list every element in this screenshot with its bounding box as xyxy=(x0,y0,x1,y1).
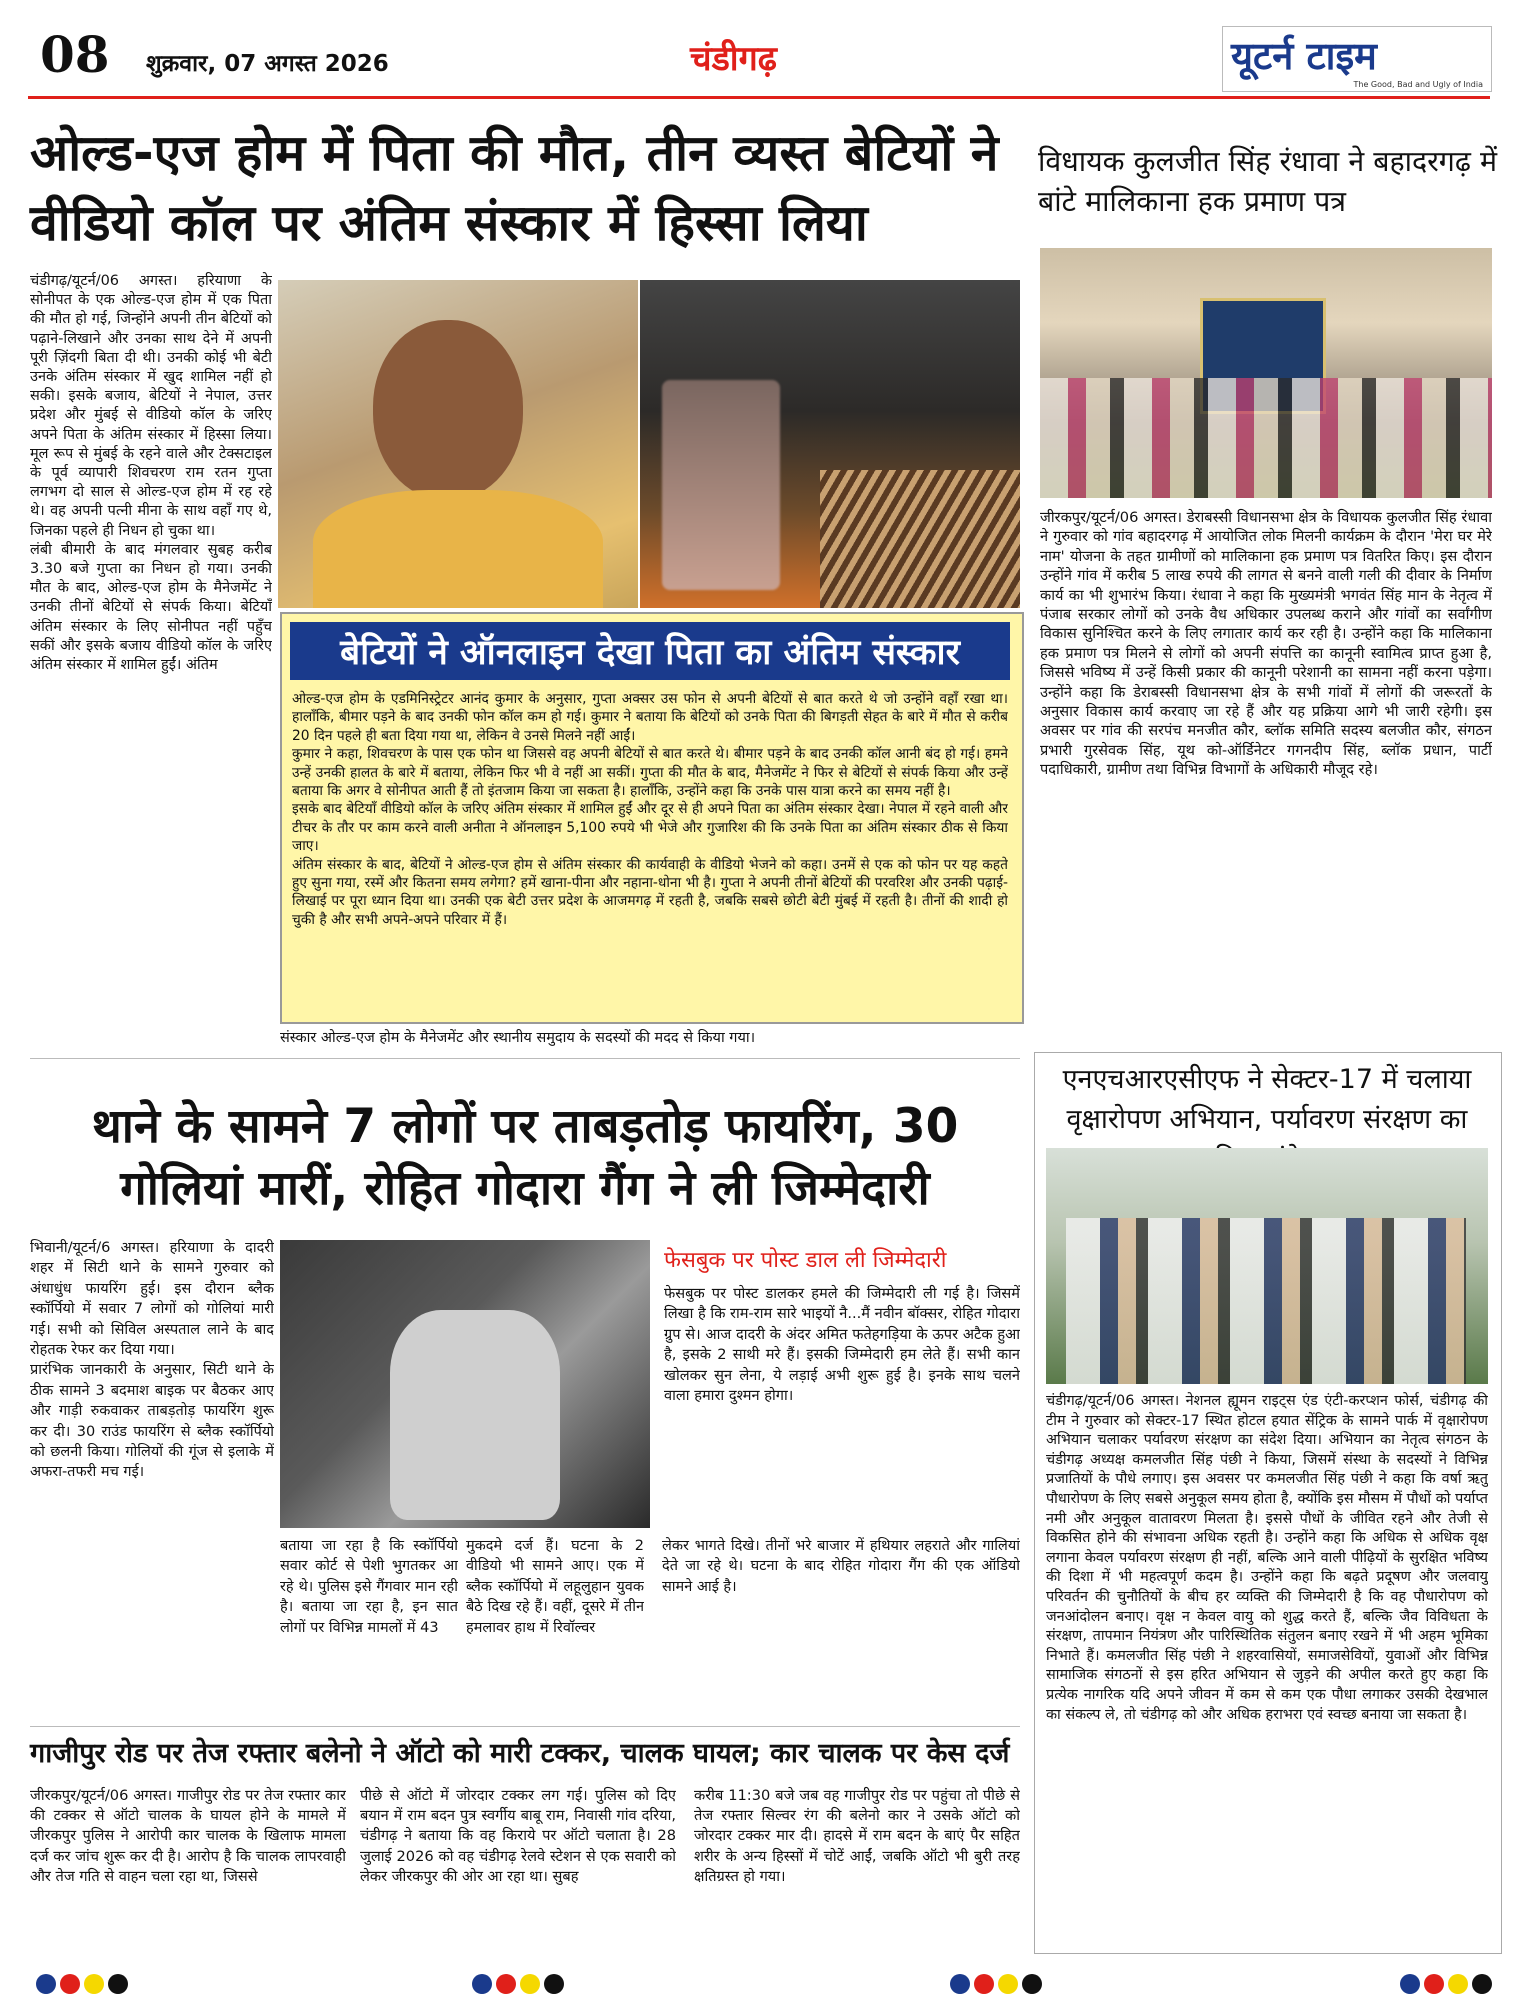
phone-screen-blur xyxy=(662,380,780,590)
story3-col3: मुकदमे दर्ज हैं। घटना के 2 वीडियो भी सामने आए। एक में ब्लैक स्कॉर्पियो में लहूलुहान युवक बैठे दिख रहे हैं। वहीं, दूसरे में तीन हमलावर हाथ में रिवॉल्वर xyxy=(466,1538,644,1636)
footer-dot xyxy=(1400,1974,1420,1994)
story1-subhead: बेटियों ने ऑनलाइन देखा पिता का अंतिम संस्कार xyxy=(340,633,960,673)
story3-divider xyxy=(30,1058,1020,1059)
footer-dot xyxy=(472,1974,492,1994)
story5-headline: गाजीपुर रोड पर तेज रफ्तार बलेनो ने ऑटो को मारी टक्कर, चालक घायल; कार चालक पर केस दर्ज xyxy=(30,1738,1010,1769)
footer-dot xyxy=(1472,1974,1492,1994)
footer-dot xyxy=(520,1974,540,1994)
story5-col1: जीरकपुर/यूटर्न/06 अगस्त। गाजीपुर रोड पर तेज रफ्तार कार की टक्कर से ऑटो चालक के घायल होने के मामले में जीरकपुर पुलिस ने आरोपी कार चालक के खिलाफ मामला दर्ज कर जांच शुरू कर दी है। आरोप है कि चालक लापरवाही और तेज गति से वाहन चला रहा था, जिससे xyxy=(30,1787,346,1885)
story1-photo-father xyxy=(278,280,638,608)
story5-divider xyxy=(30,1726,1020,1727)
footer-dots-right xyxy=(950,1974,1042,1994)
face-shape xyxy=(373,320,523,500)
footer-dot xyxy=(544,1974,564,1994)
footer-dot xyxy=(108,1974,128,1994)
issue-date: शुक्रवार, 07 अगस्त 2026 xyxy=(146,51,389,77)
story3-photo xyxy=(280,1240,650,1528)
footer-dots-far-right xyxy=(1400,1974,1492,1994)
footer-dot xyxy=(1424,1974,1444,1994)
story3-subhead: फेसबुक पर पोस्ट डाल ली जिम्मेदारी xyxy=(664,1248,947,1273)
story3-col2: बताया जा रहा है कि स्कॉर्पियो सवार कोर्ट से पेशी भुगतकर आ रहे थे। पुलिस इसे गैंगवार मान रही है। बताया जा रहा है, इन सात लोगों पर विभिन्न मामलों में 43 xyxy=(280,1538,458,1636)
story1-body: चंडीगढ़/यूटर्न/06 अगस्त। हरियाणा के सोनीपत के एक ओल्ड-एज होम में एक पिता की मौत हो गई, जिन्होंने अपनी तीन बेटियों को पढ़ाने-लिखाने और उनका साथ देने में अपनी पूरी ज़िंदगी बिता दी थी। उनकी कोई भी बेटी उनके अंतिम संस्कार में खुद शामिल नहीं हो सकी। इसके बजाय, बेटियों ने नेपाल, उत्तर प्रदेश और मुंबई से वीडियो कॉल के जरिए अपने पिता के अंतिम संस्कार में हिस्सा लिया। मूल रूप से मुंबई के रहने वाले और टेक्सटाइल के पूर्व व्यापारी शिवचरण राम रतन गुप्ता लगभग दो साल से ओल्ड-एज होम में रह रहे थे। वह अपनी पत्नी मीना के साथ वहाँ गए थे, जिनका पहले ही निधन हो चुका था। लंबी बीमारी के बाद मंगलवार सुबह करीब 3.30 बजे गुप्ता का निधन हो गया। उनकी मौत के बाद, ओल्ड-एज होम के मैनेजमेंट ने उनकी तीनों बेटियों से संपर्क किया। बेटियाँ अंतिम संस्कार के लिए सोनीपत नहीं पहुँच सकीं और इसके बजाय वीडियो कॉल के जरिए अंतिम संस्कार में शामिल हुईं। अंतिम xyxy=(30,273,272,674)
crowd-shape xyxy=(1040,378,1492,498)
story3-col1: भिवानी/यूटर्न/6 अगस्त। हरियाणा के दादरी शहर में सिटी थाने के सामने गुरुवार को अंधाधुंध फायरिंग हुई। इस दौरान ब्लैक स्कॉर्पियो में सवार 7 लोगों को गोलियां मारी गई। सभी को सिविल अस्पताल लाने के बाद रोहतक रेफर कर दिया गया। प्रारंभिक जानकारी के अनुसार, सिटी थाने के ठीक सामने 3 बदमाश बाइक पर बैठकर आए और गाड़ी रुकवाकर ताबड़तोड़ फायरिंग शुरू कर दी। 30 राउंड फायरिंग से ब्लैक स्कॉर्पियो को छलनी किया। गोलियों की गूंज से इलाके में अफरा-तफरी मच गई। xyxy=(30,1240,274,1481)
footer-dots-left xyxy=(36,1974,128,1994)
story3-headline: थाने के सामने 7 लोगों पर ताबड़तोड़ फायरिंग, 30 गोलियां मारीं, रोहित गोदारा गैंग ने ली जिम्मेदारी xyxy=(91,1099,959,1216)
group-shape xyxy=(1066,1218,1466,1384)
footer-dot xyxy=(84,1974,104,1994)
page-number: 08 xyxy=(40,25,110,84)
footer-dot xyxy=(998,1974,1018,1994)
story5-col3: करीब 11:30 बजे जब वह गाजीपुर रोड पर पहुंचा तो पीछे से तेज रफ्तार सिल्वर रंग की बलेनो कार ने उसके ऑटो को जोरदार टक्कर मार दी। हादसे में राम बदन के बाएं पैर सहित शरीर के अन्य हिस्सों में चोटें आईं, जबकि ऑटो भी बुरी तरह क्षतिग्रस्त हो गया। xyxy=(694,1787,1020,1885)
story2-headline: विधायक कुलजीत सिंह रंधावा ने बहादरगढ़ में बांटे मालिकाना हक प्रमाण पत्र xyxy=(1038,145,1498,218)
story1-photo-cremation xyxy=(640,280,1020,608)
footer-dot xyxy=(60,1974,80,1994)
story5-col2: पीछे से ऑटो में जोरदार टक्कर लग गई। पुलिस को दिए बयान में राम बदन पुत्र स्वर्गीय बाबू राम, निवासी गांव दरिया, चंडीगढ़ ने बताया कि वह किराये पर ऑटो चलाता है। 28 जुलाई 2026 को वह चंडीगढ़ रेलवे स्टेशन से एक सवारी को लेकर जीरकपुर की ओर आ रहा था। सुबह xyxy=(360,1787,676,1885)
story1-tail: संस्कार ओल्ड-एज होम के मैनेजमेंट और स्थानीय समुदाय के सदस्यों की मदद से किया गया। xyxy=(280,1030,756,1046)
pyre-shape xyxy=(820,470,1020,608)
story4-body: चंडीगढ़/यूटर्न/06 अगस्त। नेशनल ह्यूमन राइट्स एंड एंटी-करप्शन फोर्स, चंडीगढ़ की टीम ने गुरुवार को सेक्टर-17 स्थित होटल हयात सेंट्रिक के सामने पार्क में वृक्षारोपण अभियान चलाकर पर्यावरण संरक्षण का संदेश दिया। अभियान का नेतृत्व संगठन के चंडीगढ़ अध्यक्ष कमलजीत सिंह पंछी ने किया, जिसमें संस्था के सदस्यों ने विभिन्न प्रजातियों के पौधे लगाए। इस अवसर पर कमलजीत सिंह पंछी ने कहा कि वर्षा ऋतु पौधारोपण के लिए सबसे अनुकूल समय होता है, क्योंकि इस मौसम में पौधों को पर्याप्त नमी और अनुकूल वातावरण मिलता है। इससे पौधों के जीवित रहने और तेजी से विकसित होने की संभावना अधिक रहती है। उन्होंने कहा कि अधिक से अधिक वृक्ष लगाना केवल पर्यावरण संरक्षण ही नहीं, बल्कि आने वाली पीढ़ियों के सुरक्षित भविष्य की दिशा में भी महत्वपूर्ण कदम है। उन्होंने कहा कि बढ़ते प्रदूषण और जलवायु परिवर्तन की चुनौतियों के बीच हर व्यक्ति की जिम्मेदारी है कि वह पौधारोपण को जनआंदोलन बनाए। वृक्ष न केवल वायु को शुद्ध करते हैं, बल्कि जैव विविधता के संरक्षण, तापमान नियंत्रण और पारिस्थितिक संतुलन बनाए रखने में भी अहम भूमिका निभाते हैं। कमलजीत सिंह पंछी ने शहरवासियों, समाजसेवियों, युवाओं और विभिन्न सामाजिक संगठनों से इस हरित अभियान से जुड़ने की अपील करते हुए कहा कि प्रत्येक नागरिक यदि अपने जीवन में कम से कम एक पौधा लगाकर उसकी देखभाल का संकल्प ले, तो चंडीगढ़ को और अधिक हराभरा एवं स्वच्छ बनाया जा सकता है। xyxy=(1046,1393,1488,1723)
story2-body: जीरकपुर/यूटर्न/06 अगस्त। डेराबस्सी विधानसभा क्षेत्र के विधायक कुलजीत सिंह रंधावा ने गुरुवार को गांव बहादरगढ़ में आयोजित लोक मिलनी कार्यक्रम के दौरान 'मेरा घर मेरे नाम' योजना के तहत ग्रामीणों को मालिकाना हक प्रमाण पत्र वितरित किए। इस दौरान उन्होंने गांव में करीब 5 लाख रुपये की लागत से बनने वाली गली की दीवार के निर्माण कार्य का भी शुभारंभ किया। रंधावा ने कहा कि मुख्यमंत्री भगवंत सिंह मान के नेतृत्व में पंजाब सरकार लोगों को उनके वैध अधिकार उपलब्ध कराने और गांवों का सर्वांगीण विकास सुनिश्चित करने के लिए लगातार कार्य कर रही है। उन्होंने कहा कि मालिकाना हक प्रमाण पत्र मिलने से लोगों को अपनी संपत्ति का कानूनी स्वामित्व प्राप्त हुआ है, जिससे भविष्य में उन्हें किसी प्रकार की कानूनी परेशानी का सामना नहीं करना पड़ेगा। उन्होंने कहा कि डेराबस्सी विधानसभा क्षेत्र के सभी गांवों में लोगों की जरूरतों के अनुसार विकास कार्य करवाए जा रहे हैं और यह प्रक्रिया आगे भी जारी रहेगी। इस अवसर पर गांव की सरपंच मनजीत कौर, ब्लॉक समिति सदस्य बलजीत कौर, संगठन प्रभारी गुरसेवक सिंह, यूथ को-ऑर्डिनेटर गगनदीप सिंह, ब्लॉक प्रधान, पार्टी पदाधिकारी, ग्रामीण तथा विभिन्न विभागों के अधिकारी मौजूद रहे। xyxy=(1040,509,1492,779)
masthead-rule xyxy=(28,96,1490,99)
footer-dot xyxy=(496,1974,516,1994)
story1-box-text: ओल्ड-एज होम के एडमिनिस्ट्रेटर आनंद कुमार के अनुसार, गुप्ता अक्सर उस फोन से अपनी बेटियों से बात करते थे जो उन्होंने वहाँ रखा था। हालाँकि, बीमार पड़ने के बाद उनकी फोन कॉल कम हो गई। कुमार ने बताया कि बेटियों को उनके पिता की बिगड़ती सेहत के बारे में मौत से करीब 20 दिन पहले ही बता दिया गया था, लेकिन वे उनसे मिलने नहीं आईं। कुमार ने कहा, शिवचरण के पास एक फोन था जिससे वह अपनी बेटियों से बात करते थे। बीमार पड़ने के बाद उनकी कॉल आनी बंद हो गई। हमने उन्हें उनकी हालत के बारे में बताया, लेकिन फिर भी वे नहीं आ सकीं। गुप्ता की मौत के बाद, मैनेजमेंट ने फिर से बेटियों से संपर्क किया और उन्हें बताया कि अगर वे सोनीपत आती हैं तो इंतजाम किया जा सकता है। हालाँकि, उन्होंने कहा कि उनके पास यात्रा करने का समय नहीं है। इसके बाद बेटियाँ वीडियो कॉल के जरिए अंतिम संस्कार में शामिल हुईं और दूर से ही अपने पिता का अंतिम संस्कार देखा। नेपाल में रहने वाली और टीचर के तौर पर काम करने वाली अनीता ने ऑनलाइन 5,100 रुपये भी भेजे और गुजारिश की कि उनके पिता का अंतिम संस्कार ठीक से किया जाए। अंतिम संस्कार के बाद, बेटियों ने ओल्ड-एज होम से अंतिम संस्कार की कार्यवाही के वीडियो भेजने को कहा। उनमें से एक को फोन पर यह कहते हुए सुना गया, रस्में और कितना समय लगेगा? हमें खाना-पीना और नहाना-धोना भी है। गुप्ता ने अपनी तीनों बेटियों की परवरिश और उनकी पढ़ाई-लिखाई पर पूरा ध्यान दिया था। उनकी एक बेटी उत्तर प्रदेश के आजमगढ़ में रहती है, जबकि सबसे छोटी बेटी मुंबई में रहती है। तीनों की शादी हो चुकी है और सभी अपने-अपने परिवार में हैं। xyxy=(292,691,1008,928)
story3-post: फेसबुक पर पोस्ट डालकर हमले की जिम्मेदारी ली गई है। जिसमें लिखा है कि राम-राम सारे भाइयों नै...मैं नवीन बॉक्सर, रोहित गोदारा ग्रुप से। आज दादरी के अंदर अमित फतेहगड़िया के ऊपर अटैक हुआ है, इसके 2 साथी मरे हैं। इसकी जिम्मेदारी हम लेते हैं। सभी कान खोलकर सुन लेना, ये लड़ाई अभी शुरू हुई है। इनके साथ चलने वाला हमारा दुश्मन होगा। xyxy=(664,1285,1020,1405)
footer-dot xyxy=(1448,1974,1468,1994)
footer-dot xyxy=(1022,1974,1042,1994)
story1-subhead-bar xyxy=(290,622,1010,680)
logo-tagline: The Good, Bad and Ugly of India xyxy=(1353,80,1483,89)
footer-dot xyxy=(36,1974,56,1994)
story3-col4: लेकर भागते दिखे। तीनों भरे बाजार में हथियार लहराते और गालियां देते जा रहे थे। घटना के बाद रोहित गोदारा गैंग की एक ऑडियो सामने आई है। xyxy=(662,1538,1020,1595)
story2-photo xyxy=(1040,248,1492,498)
newspaper-logo xyxy=(1222,26,1492,92)
shirt-shape xyxy=(313,490,603,608)
story4-headline: एनएचआरएसीएफ ने सेक्टर-17 में चलाया वृक्षारोपण अभियान, पर्यावरण संरक्षण का xyxy=(1062,1064,1472,1135)
footer-dots-center xyxy=(472,1974,564,1994)
city-label: चंडीगढ़ xyxy=(690,39,777,79)
victim-shape xyxy=(390,1310,560,1520)
logo-text: यूटर्न टाइम xyxy=(1231,34,1377,78)
story4-photo xyxy=(1046,1148,1488,1384)
story1-headline: ओल्ड-एज होम में पिता की मौत, तीन व्यस्त बेटियों ने वीडियो कॉल पर अंतिम संस्कार में हिस्सा लिया xyxy=(30,124,999,252)
footer-dot xyxy=(974,1974,994,1994)
footer-dot xyxy=(950,1974,970,1994)
